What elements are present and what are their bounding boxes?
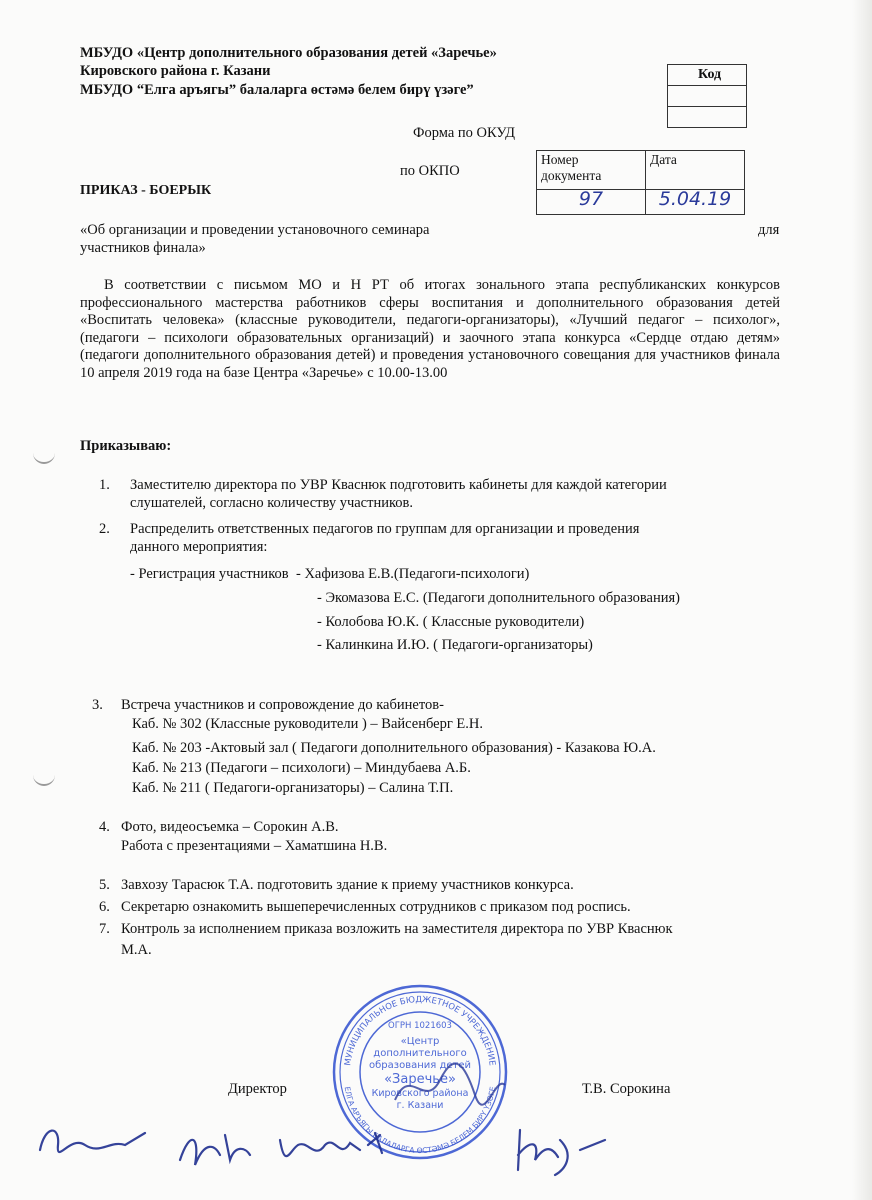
page-title: ПРИКАЗ - БОЕРЫК bbox=[80, 183, 212, 198]
stamp-line: «Заречье» bbox=[384, 1072, 456, 1087]
stamp-ring-top: МУНИЦИПАЛЬНОЕ БЮДЖЕТНОЕ УЧРЕЖДЕНИЕ bbox=[343, 994, 497, 1067]
item-3-line-1: Встреча участников и сопровождение до кабинетов- bbox=[121, 697, 444, 713]
page-edge-shadow bbox=[852, 0, 872, 1200]
cabinet-line: Каб. № 203 -Актовый зал ( Педагоги дополнительного образования) - Казакова Ю.А. bbox=[132, 740, 656, 756]
doc-date-value: 5.04.19 bbox=[658, 188, 732, 210]
item-4-line-1: Фото, видеосъемка – Сорокин А.В. bbox=[121, 819, 339, 835]
cabinet-line: Каб. № 213 (Педагоги – психологи) – Миндубаева А.Б. bbox=[132, 760, 471, 776]
okpo-cell bbox=[668, 107, 746, 127]
stamp-line: Кировского района bbox=[371, 1088, 469, 1099]
stamp-ring-bottom: ЕЛГА АРЪЯГЫ БАЛАЛАРГА ӨСТӘМӘ БЕЛЕМ БИРҮ ҮЗӘГЕ bbox=[342, 1085, 498, 1156]
subject-line-1-end: для bbox=[758, 222, 780, 238]
item-5-line-1: Завхозу Тарасюк Т.А. подготовить здание к приему участников конкурса. bbox=[121, 877, 574, 893]
doc-number-header-1: Номер bbox=[541, 152, 579, 167]
item-7-line-1: Контроль за исполнением приказа возложить на заместителя директора по УВР Кваснюк bbox=[121, 921, 673, 937]
item-number: 3. bbox=[92, 697, 103, 713]
punch-hole-mark bbox=[33, 450, 55, 464]
signature-3 bbox=[280, 1133, 382, 1156]
item-2-line-2: данного мероприятия: bbox=[130, 539, 268, 555]
punch-hole-mark bbox=[33, 772, 55, 786]
registration-person: - Хафизова Е.В.(Педагоги-психологи) bbox=[296, 566, 530, 582]
item-number: 5. bbox=[99, 877, 110, 893]
item-number: 7. bbox=[99, 921, 110, 937]
signature-1 bbox=[40, 1131, 145, 1152]
item-number: 2. bbox=[99, 521, 110, 537]
stamp-line: образования детей bbox=[369, 1060, 471, 1071]
org-district: Кировского района г. Казани bbox=[80, 63, 271, 79]
org-name-tt: МБУДО “Елга аръягы” балаларга өстәмә белем бирү үзәге” bbox=[80, 82, 474, 98]
registration-person: - Колобова Ю.К. ( Классные руководители) bbox=[317, 614, 585, 630]
item-4-line-2: Работа с презентациями – Хаматшина Н.В. bbox=[121, 838, 388, 854]
item-1-line-1: Заместителю директора по УВР Кваснюк подготовить кабинеты для каждой категории bbox=[130, 477, 667, 493]
item-7-line-2: М.А. bbox=[121, 942, 152, 958]
acknowledgement-signatures bbox=[30, 1115, 830, 1195]
item-6-line-1: Секретарю ознакомить вышеперечисленных сотрудников с приказом под роспись. bbox=[121, 899, 631, 915]
director-label: Директор bbox=[228, 1081, 287, 1097]
item-1-line-2: слушателей, согласно количеству участников. bbox=[130, 495, 413, 511]
subject-line-2: участников финала» bbox=[80, 240, 206, 256]
doc-date-cell bbox=[646, 190, 745, 215]
cabinet-line: Каб. № 302 (Классные руководители ) – Вайсенберг Е.Н. bbox=[132, 716, 483, 732]
doc-number-header bbox=[537, 151, 646, 190]
doc-number-header-2: документа bbox=[541, 168, 602, 183]
item-number: 1. bbox=[99, 477, 110, 493]
code-box bbox=[667, 64, 747, 128]
doc-date-header: Дата bbox=[646, 151, 745, 190]
registration-person: - Экомазова Е.С. (Педагоги дополнительного образования) bbox=[317, 590, 680, 606]
registration-label: - Регистрация участников bbox=[130, 566, 289, 582]
code-label: Код bbox=[668, 65, 746, 86]
signature-4 bbox=[518, 1130, 605, 1175]
org-name-ru: МБУДО «Центр дополнительного образования детей «Заречье» bbox=[80, 45, 497, 61]
doc-number-table bbox=[536, 150, 745, 215]
order-word: Приказываю: bbox=[80, 438, 172, 454]
okud-cell bbox=[668, 86, 746, 107]
stamp-line: «Центр bbox=[400, 1036, 440, 1047]
item-number: 4. bbox=[99, 819, 110, 835]
stamp-line: дополнительного bbox=[373, 1048, 467, 1059]
item-number: 6. bbox=[99, 899, 110, 915]
stamp-line: г. Казани bbox=[396, 1100, 444, 1111]
stamp-ogrn: ОГРН 1021603 bbox=[388, 1021, 452, 1031]
cabinet-line: Каб. № 211 ( Педагоги-организаторы) – Салина Т.П. bbox=[132, 780, 454, 796]
intro-paragraph: В соответствии с письмом МО и Н РТ об итогах зонального этапа республиканских конкурсов профессионального мастерства работников сферы воспитания и дополнительного образования детей «Воспитать человека» (классные руководители, педагоги-организаторы), «Лучший педагог – психолог», (педагоги – психологи образовательных организаций) и заочного этапа конкурса «Сердце отдаю детям» (педагоги дополнительного образования детей) и проведения установочного совещания для участников финала 10 апреля 2019 года на базе Центра «Заречье» с 10.00-13.00 bbox=[80, 277, 780, 381]
okpo-label: по ОКПО bbox=[400, 163, 460, 179]
director-signature-scribble bbox=[390, 1055, 510, 1115]
signature-2 bbox=[180, 1135, 250, 1165]
registration-person: - Калинкина И.Ю. ( Педагоги-организаторы) bbox=[317, 637, 593, 653]
okud-label: Форма по ОКУД bbox=[413, 125, 516, 141]
subject-line-1: «Об организации и проведении установочного семинара bbox=[80, 222, 430, 238]
director-name: Т.В. Сорокина bbox=[582, 1081, 671, 1097]
doc-number-value: 97 bbox=[578, 188, 604, 210]
doc-number-cell bbox=[537, 190, 646, 215]
item-2-line-1: Распределить ответственных педагогов по группам для организации и проведения bbox=[130, 521, 640, 537]
